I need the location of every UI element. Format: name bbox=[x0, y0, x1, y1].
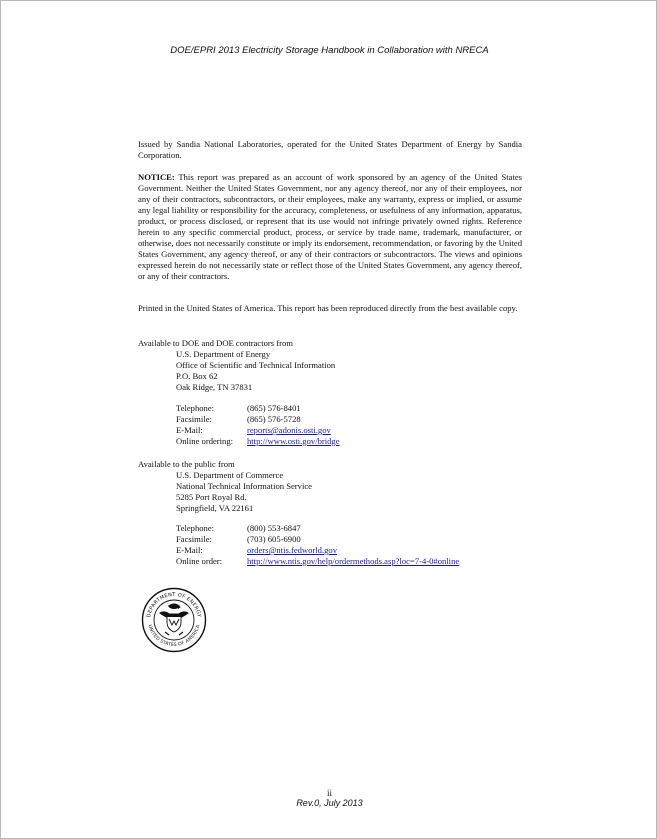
public-intro: Available to the public from bbox=[138, 459, 235, 469]
notice-text: This report was prepared as an account of work sponsored by an agency of the United States Government. Neither the United States Government, nor any agency thereof, nor any of their employees, nor any of their contractors, subcontractors, or their employees, make any warranty, express or implied, or assume any legal liability or responsibility for the accuracy, completeness, or usefulness of any information, apparatus, product, or process disclosed, or represent that its use would not infringe privately owned rights. Reference herein to any specific commercial product, process, or service by trade name, trademark, manufacturer, or otherwise, does not necessarily constitute or imply its endorsement, recommendation, or favoring by the United States Government, any agency thereof, or any of their contractors or subcontractors. The views and opinions expressed herein do not necessarily state or reflect those of the United States Government, any agency thereof, or any of their contractors. bbox=[138, 172, 522, 281]
doe-intro: Available to DOE and DOE contractors from bbox=[138, 338, 293, 348]
contact-value: (800) 553-6847 bbox=[247, 523, 301, 533]
address-line: Office of Scientific and Technical Information bbox=[176, 360, 336, 370]
address-line: P.O. Box 62 bbox=[176, 371, 218, 381]
contact-label: Telephone: bbox=[176, 403, 215, 413]
doe-email-row bbox=[1, 425, 657, 436]
public-email-link[interactable]: orders@ntis.fedworld.gov bbox=[247, 545, 338, 555]
contact-label: E-Mail: bbox=[176, 425, 203, 435]
contact-value: (865) 576-8401 bbox=[247, 403, 301, 413]
contact-label: Online order: bbox=[176, 556, 223, 566]
contact-label: Online ordering: bbox=[176, 436, 234, 446]
address-line: Oak Ridge, TN 37831 bbox=[176, 382, 253, 392]
doe-online-row bbox=[1, 436, 657, 447]
contact-value: (865) 576-5728 bbox=[247, 414, 301, 424]
doe-online-link[interactable]: http://www.osti.gov/bridge bbox=[247, 436, 340, 446]
page-number: ii bbox=[326, 788, 332, 798]
svg-text:DEPARTMENT OF ENERGY: DEPARTMENT OF ENERGY bbox=[146, 592, 202, 618]
notice-paragraph bbox=[138, 172, 522, 282]
public-facsimile-row bbox=[1, 534, 657, 545]
notice-label: NOTICE: bbox=[138, 172, 175, 182]
public-online-row bbox=[1, 556, 657, 567]
issued-by-paragraph: Issued by Sandia National Laboratories, operated for the United States Department of Energy by Sandia Corporation. bbox=[138, 139, 522, 160]
running-header: DOE/EPRI 2013 Electricity Storage Handbook in Collaboration with NRECA bbox=[170, 45, 489, 56]
svg-text:UNITED STATES OF AMERICA: UNITED STATES OF AMERICA bbox=[146, 624, 202, 649]
address-line: U.S. Department of Energy bbox=[176, 349, 271, 359]
address-line: National Technical Information Service bbox=[176, 481, 312, 491]
contact-label: Facsimile: bbox=[176, 534, 212, 544]
public-email-row bbox=[1, 545, 657, 556]
doe-telephone-row bbox=[1, 403, 657, 414]
contact-label: Facsimile: bbox=[176, 414, 212, 424]
doe-seal-icon bbox=[141, 587, 207, 653]
public-online-link[interactable]: http://www.ntis.gov/help/ordermethods.asp?loc=7-4-0#online bbox=[247, 556, 460, 566]
printed-paragraph: Printed in the United States of America. This report has been reproduced directly from the best available copy. bbox=[138, 303, 518, 313]
contact-label: Telephone: bbox=[176, 523, 215, 533]
doe-facsimile-row bbox=[1, 414, 657, 425]
contact-value: (703) 605-6900 bbox=[247, 534, 301, 544]
contact-label: E-Mail: bbox=[176, 545, 203, 555]
address-line: Springfield, VA 22161 bbox=[176, 503, 254, 513]
public-telephone-row bbox=[1, 523, 657, 534]
doe-email-link[interactable]: reports@adonis.osti.gov bbox=[247, 425, 331, 435]
address-line: 5285 Port Royal Rd. bbox=[176, 492, 247, 502]
revision-footer: Rev.0, July 2013 bbox=[296, 798, 363, 808]
doe-address bbox=[176, 349, 335, 393]
public-address bbox=[176, 470, 312, 514]
address-line: U.S. Department of Commerce bbox=[176, 470, 284, 480]
